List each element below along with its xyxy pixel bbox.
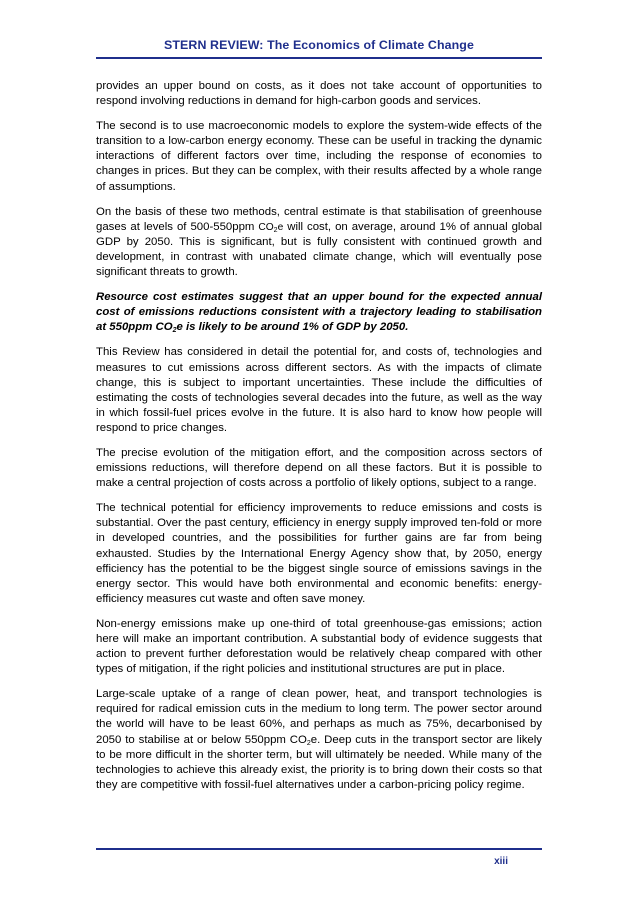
- header-rule: [96, 57, 542, 59]
- paragraph-9-text-b: e. Deep cuts in the transport sector are likely to be more difficult in the shorter term, but will ultimately be needed. While many of the technologies to achieve this already exist, the priority is to bring down their costs so that they are competitive with fossil-fuel alternatives under a carbon-pricing policy regime.: [96, 733, 542, 791]
- subscript-2: 2: [172, 327, 177, 335]
- paragraph-8: Non-energy emissions make up one-third of total greenhouse-gas emissions; action here will make an important contribution. A substantial body of evidence suggests that action to prevent further deforestation would be relatively cheap compared with other types of mitigation, if the right policies and institutional structures are put in place.: [96, 617, 542, 676]
- paragraph-3-text-a: On the basis of these two methods, central estimate is that stabilisation of greenhouse gases at levels of 500-550ppm: [96, 205, 542, 233]
- subscript-2: 2: [306, 739, 311, 747]
- co2e-chem-text: [258, 222, 283, 233]
- paragraph-7: The technical potential for efficiency improvements to reduce emissions and costs is substantial. Over the past century, efficiency in energy supply improved ten-fold or more in developed countries, and the possibilities for further gains are far from being exhausted. Studies by the International Energy Agency show that, by 2050, energy efficiency has the potential to be the biggest single source of emissions savings in the energy sector. This would have both environmental and economic benefits: energy-efficiency measures cut waste and often save money.: [96, 502, 542, 605]
- key-finding-text-b: e is likely to be around 1% of GDP by 2050.: [176, 321, 409, 334]
- paragraph-9: [96, 687, 542, 793]
- paragraph-3: [96, 205, 542, 280]
- subscript-2: 2: [273, 226, 278, 234]
- paragraph-3-text-b: will cost, on average, around 1% of annual global GDP by 2050. This is significant, but is fully consistent with continued growth and development, in contrast with unabated climate change, which will eventually pose significant threats to growth.: [96, 220, 542, 279]
- co2-label: CO: [258, 221, 274, 233]
- paragraph-2: The second is to use macroeconomic models to explore the system-wide effects of the transition to a low-carbon energy economy. These can be useful in tracking the dynamic interactions of different factors over time, including the response of economies to changes in prices. But they can be complex, with their results affected by a whole range of assumptions.: [96, 120, 542, 193]
- page-number: xiii: [494, 856, 508, 867]
- paragraph-6: The precise evolution of the mitigation effort, and the composition across sectors of emissions reductions, will therefore depend on all these factors. But it is possible to make a central projection of costs across a portfolio of likely options, subject to a range.: [96, 446, 542, 490]
- key-finding-paragraph: [96, 290, 542, 335]
- body-text: [96, 79, 542, 803]
- e-label: e: [277, 221, 284, 233]
- paragraph-9-text-a: Large-scale uptake of a range of clean power, heat, and transport technologies is required for radical emission cuts in the medium to long term. The power sector around the world will have to be least 60%, and perhaps as much as 75%, decarbonised by 2050 to stabilise at or below 550ppm CO: [96, 688, 542, 746]
- running-header: STERN REVIEW: The Economics of Climate Change: [164, 38, 474, 52]
- key-finding-text-a: Resource cost estimates suggest that an upper bound for the expected annual cost of emissions reductions consistent with a trajectory leading to stabilisation at 550ppm CO: [96, 291, 542, 334]
- paragraph-5: This Review has considered in detail the potential for, and costs of, technologies and measures to cut emissions across different sectors. As with the impacts of climate change, this is subject to important uncertainties. These include the difficulties of estimating the costs of technologies several decades into the future, as well as the way in which fossil-fuel prices evolve in the future. It is also hard to know how people will respond to price changes.: [96, 346, 542, 434]
- footer-rule: [96, 848, 542, 850]
- paragraph-1: provides an upper bound on costs, as it does not take account of opportunities to respond involving reductions in demand for high-carbon goods and services.: [96, 80, 542, 108]
